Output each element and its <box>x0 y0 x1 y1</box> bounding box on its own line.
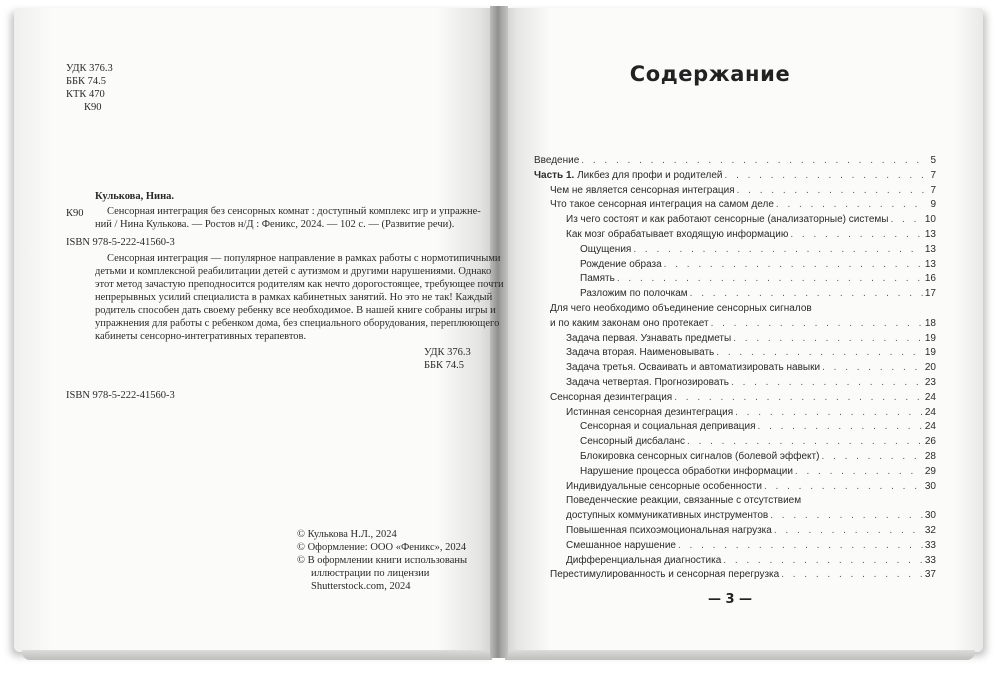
toc-entry-page: 30 <box>924 480 936 492</box>
right-page-edge <box>505 650 975 660</box>
toc-entry[interactable] <box>534 259 936 274</box>
toc-entry-label: Задача первая. Узнавать предметы <box>566 332 732 344</box>
toc-entry-label: Что такое сенсорная интеграция на самом деле <box>550 199 774 211</box>
toc-entry-label: Введение <box>534 155 580 166</box>
toc-entry[interactable] <box>534 318 936 333</box>
description-line: Сенсорная интеграция без сенсорных комнат : доступный комплекс игр и упражне- <box>107 206 481 217</box>
annotation-line: кабинеты сенсорно-интегративных терапевтов. <box>95 331 307 342</box>
toc-entry[interactable] <box>534 555 936 570</box>
toc-entry[interactable] <box>534 214 936 229</box>
toc-entry-label: и по каким законам оно протекает <box>550 317 709 329</box>
toc-entry-label: Разложим по полочкам <box>580 288 688 300</box>
toc-entry[interactable] <box>534 436 936 451</box>
toc-entry-label: Как мозг обрабатывает входящую информацию <box>566 228 789 240</box>
toc-entry-label: Перестимулированность и сенсорная перегрузка <box>550 569 780 581</box>
toc-entry-page: 9 <box>930 199 936 211</box>
toc-entry[interactable] <box>534 229 936 244</box>
toc-entry-page: 24 <box>924 391 936 403</box>
toc-entry-page: 24 <box>924 406 936 418</box>
toc-entry-page: 18 <box>924 317 936 329</box>
toc-entry[interactable] <box>534 273 936 288</box>
toc-entry[interactable] <box>534 333 936 348</box>
udk-code-right: УДК 376.3 <box>424 347 471 358</box>
toc-entry-label: Индивидуальные сенсорные особенности <box>566 480 762 492</box>
toc-entry-label: Задача третья. Осваивать и автоматизировать навыки <box>566 362 821 374</box>
bbk-code-right: ББК 74.5 <box>424 360 465 371</box>
toc-entry-page: 23 <box>924 376 936 388</box>
toc-entry-page: 20 <box>924 362 936 374</box>
toc-entry-page: 32 <box>924 524 936 536</box>
toc-entry[interactable] <box>534 199 936 214</box>
toc-entry-label: Для чего необходимо объединение сенсорных сигналов <box>550 302 812 314</box>
description-line: ний / Нина Кулькова. — Ростов н/Д : Феникс, 2024. — 102 с. — (Развитие речи). <box>95 219 455 230</box>
page-number: — 3 — <box>707 592 753 607</box>
annotation <box>95 252 504 343</box>
toc-entry-label: Ликбез для профи и родителей <box>574 169 723 181</box>
toc-entry[interactable] <box>534 288 936 303</box>
toc-entry-label: Сенсорная и социальная депривация <box>580 421 756 433</box>
toc-entry-label: Задача вторая. Наименовывать <box>566 347 715 359</box>
toc-entry[interactable] <box>534 569 936 584</box>
toc-entry[interactable] <box>534 421 936 436</box>
copyright-line: Shutterstock.com, 2024 <box>311 581 411 592</box>
copyright-line: © Кулькова Н.Л., 2024 <box>297 529 397 540</box>
copyright-block <box>297 528 467 593</box>
toc-entry-label: Чем не является сенсорная интеграция <box>550 184 735 196</box>
toc-entry-page: 24 <box>924 421 936 433</box>
toc-entry-page: 7 <box>930 184 936 196</box>
toc-entry-page: 33 <box>924 554 936 566</box>
toc-entry[interactable] <box>534 495 936 510</box>
classification-codes-right <box>424 346 471 372</box>
udk-code: УДК 376.3 <box>66 63 113 74</box>
toc-entry-label: Рождение образа <box>580 258 662 270</box>
catalog-mark: К90 <box>66 208 84 219</box>
toc-entry-page: 16 <box>924 273 936 285</box>
toc-entry[interactable] <box>534 347 936 362</box>
annotation-line: родитель способен дать своему ребенку все необходимое. В нашей книге собраны игры и <box>95 305 496 316</box>
ktk-code: КТК 470 <box>66 89 105 100</box>
toc-entry-label: Истинная сенсорная дезинтеграция <box>566 406 734 418</box>
toc-entry[interactable] <box>534 362 936 377</box>
toc-entry-label: Блокировка сенсорных сигналов (болевой эффект) <box>580 450 820 462</box>
toc-entry[interactable] <box>534 451 936 466</box>
toc-heading: Содержание <box>629 62 791 86</box>
toc-entry-label: Сенсорная дезинтеграция <box>550 391 673 403</box>
toc-entry[interactable] <box>534 540 936 555</box>
author-mark: К90 <box>84 102 102 113</box>
toc-entry[interactable] <box>534 303 936 318</box>
toc-entry-label: Повышенная психоэмоциональная нагрузка <box>566 524 772 536</box>
annotation-line: непрерывных усилий специалиста в рамках кабинетных занятий. Но это не так! Каждый <box>95 292 493 303</box>
annotation-line: Сенсорная интеграция — популярное направление в рамках работы с нормотипичными <box>107 253 501 264</box>
toc-entry-label: Нарушение процесса обработки информации <box>580 465 793 477</box>
toc-entry-label: Задача четвертая. Прогнозировать <box>566 376 730 388</box>
annotation-line: упражнения для работы с ребенком дома, без специального оборудования, переплюющего <box>95 318 500 329</box>
toc-entry-label: доступных коммуникативных инструментов <box>566 510 769 522</box>
toc-entry-page: 37 <box>924 569 936 581</box>
toc-entry[interactable] <box>534 377 936 392</box>
toc-entry[interactable] <box>534 407 936 422</box>
table-of-contents <box>534 155 936 584</box>
toc-entry-page: 28 <box>924 450 936 462</box>
toc-entry[interactable] <box>534 481 936 496</box>
toc-entry-page: 10 <box>924 214 936 226</box>
toc-entry-label: Поведенческие реакции, связанные с отсутствием <box>566 495 802 507</box>
classification-codes <box>66 62 113 114</box>
toc-entry[interactable] <box>534 170 936 185</box>
toc-entry-label: Дифференциальная диагностика <box>566 554 722 566</box>
toc-entry-page: 7 <box>930 169 936 181</box>
toc-entry-label: Ощущения <box>580 243 632 255</box>
toc-entry-page: 19 <box>924 347 936 359</box>
toc-part-prefix: Часть 1. <box>534 169 575 181</box>
bibliographic-description <box>95 205 481 231</box>
toc-entry[interactable] <box>534 244 936 259</box>
isbn-bottom: ISBN 978-5-222-41560-3 <box>66 390 175 401</box>
toc-entry-label: Память <box>580 273 615 285</box>
toc-entry[interactable] <box>534 525 936 540</box>
toc-entry-page: 30 <box>924 510 936 522</box>
toc-entry[interactable] <box>534 466 936 481</box>
toc-entry-page: 29 <box>924 465 936 477</box>
toc-entry[interactable] <box>534 185 936 200</box>
annotation-line: детьми и комплексной реабилитации детей с аутизмом и другими нарушениями. Однако <box>95 266 492 277</box>
toc-entry-page: 13 <box>924 243 936 255</box>
toc-entry-page: 17 <box>924 288 936 300</box>
toc-entry[interactable] <box>534 510 936 525</box>
toc-entry-page: 5 <box>930 155 936 166</box>
left-page-edge <box>22 650 492 660</box>
toc-entry-page: 33 <box>924 539 936 551</box>
toc-entry-page: 13 <box>924 258 936 270</box>
copyright-line: © В оформлении книги использованы <box>297 555 468 566</box>
toc-entry-label: Сенсорный дисбаланс <box>580 436 686 448</box>
copyright-line: иллюстрации по лицензии <box>311 568 430 579</box>
toc-entry-page: 26 <box>924 436 936 448</box>
annotation-line: этот метод зачастую преподносится родителям как нечто дорогостоящее, требующее почти <box>95 279 504 290</box>
toc-entry-label: Из чего состоят и как работают сенсорные (анализаторные) системы <box>566 214 889 226</box>
copyright-line: © Оформление: ООО «Феникс», 2024 <box>297 542 467 553</box>
toc-entry[interactable] <box>534 392 936 407</box>
toc-entry-page: 13 <box>924 228 936 240</box>
bbk-code: ББК 74.5 <box>66 76 107 87</box>
toc-entry-label: Смешанное нарушение <box>566 539 676 551</box>
author-name: Кулькова, Нина. <box>95 191 174 202</box>
toc-entry-page: 19 <box>924 332 936 344</box>
toc-entry[interactable] <box>534 155 936 170</box>
isbn-top: ISBN 978-5-222-41560-3 <box>66 237 175 248</box>
